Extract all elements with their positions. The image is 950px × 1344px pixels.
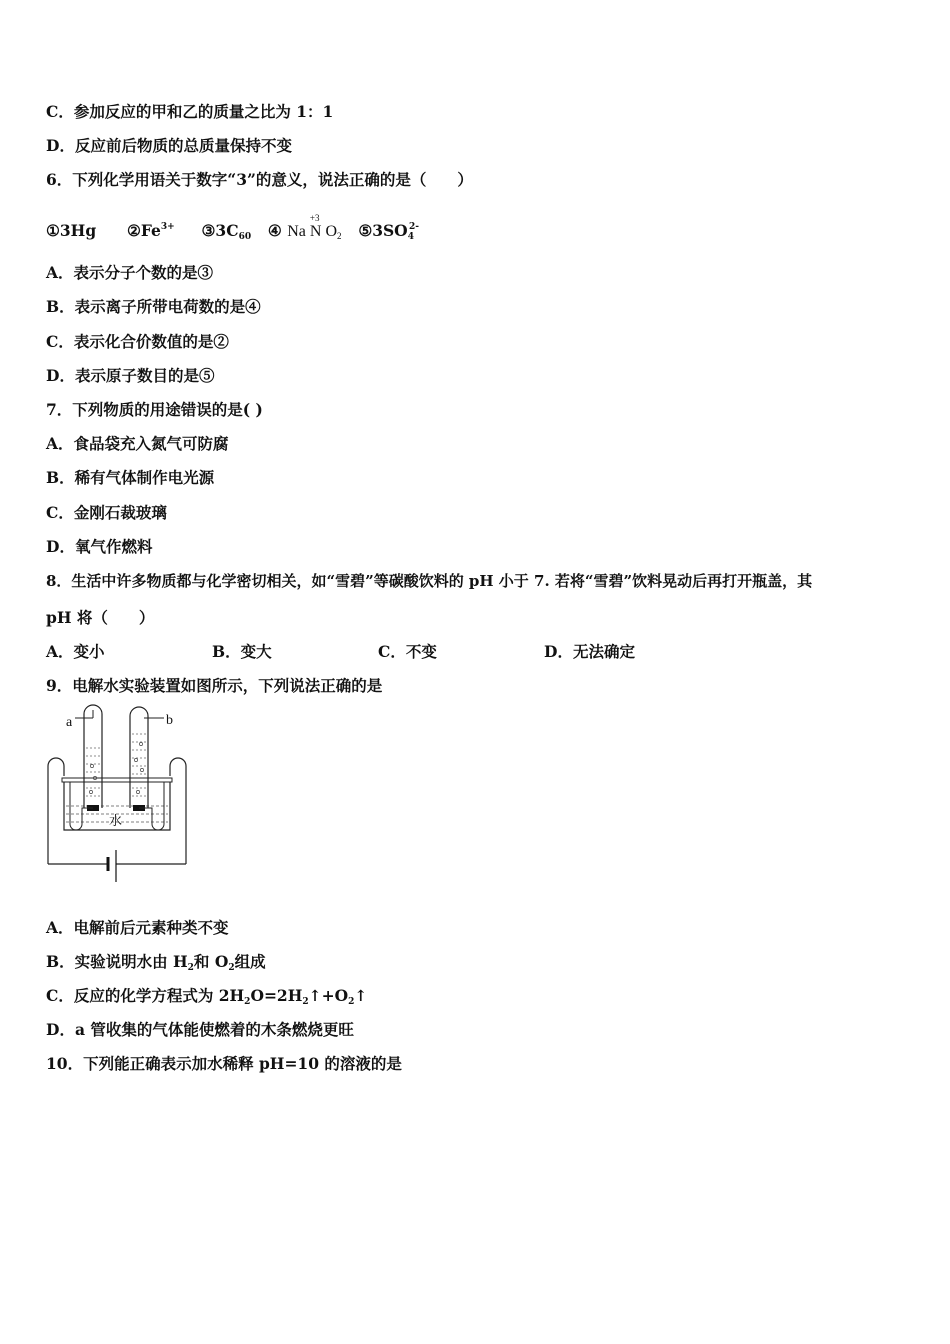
label-b: b (166, 713, 173, 728)
electrolysis-apparatus-figure (40, 704, 200, 890)
q9-option-a: A．电解前后元素种类不变 (46, 918, 229, 937)
label-water: 水 (109, 813, 123, 828)
q7-option-c: C．金刚石裁玻璃 (46, 503, 167, 522)
battery-icon (108, 850, 116, 882)
q7-option-d: D．氧气作燃料 (46, 537, 153, 556)
q6-option-c: C．表示化合价数值的是② (46, 332, 229, 351)
label-a: a (66, 715, 73, 730)
q8-option-b: B．变大 (212, 642, 272, 661)
q7-option-a: A．食品袋充入氮气可防腐 (46, 434, 229, 453)
q6-formulas (46, 213, 419, 247)
q6-option-b: B．表示离子所带电荷数的是④ (46, 297, 261, 316)
q7-stem: 7．下列物质的用途错误的是( ) (46, 400, 263, 419)
q8-option-c: C．不变 (378, 642, 437, 661)
formula-4: ④ Na +3 N $O_2$ (267, 213, 342, 241)
q9-option-d: D．a 管收集的气体能使燃着的木条燃烧更旺 (46, 1020, 354, 1039)
q8-stem-line1: 8．生活中许多物质都与化学密切相关，如“雪碧”等碳酸饮料的 pH 小于 7. 若将“雪碧”饮料晃动后再打开瓶盖，其 (46, 572, 813, 590)
formula-3: $③3C_{60}$ (201, 221, 252, 242)
q7-option-b: B．稀有气体制作电光源 (46, 468, 215, 487)
formula-2: $②Fe^{3+}$ (126, 221, 175, 240)
q5-option-c: C．参加反应的甲和乙的质量之比为 1：1 (46, 102, 334, 121)
q8-option-d: D．无法确定 (544, 642, 635, 661)
q8-options (46, 642, 710, 662)
q8-option-a: A．变小 (46, 642, 105, 661)
formula-5: $⑤3SO_4^{2-}$ (358, 221, 419, 242)
tube-a (75, 705, 102, 811)
q8-stem-line2: pH 将（ ） (46, 608, 155, 627)
q6-stem: 6．下列化学用语关于数字“3”的意义，说法正确的是（ ） (46, 170, 473, 189)
q6-option-a: A．表示分子个数的是③ (46, 263, 214, 282)
q9-option-b: B．实验说明水由 $H_2$和 $O_2$组成 (46, 952, 266, 973)
right-wire (170, 758, 186, 864)
left-wire (48, 758, 64, 864)
q5-option-d: D．反应前后物质的总质量保持不变 (46, 136, 292, 155)
q9-stem: 9．电解水实验装置如图所示，下列说法正确的是 (46, 676, 383, 695)
q6-option-d: D．表示原子数目的是⑤ (46, 366, 215, 385)
formula-1: ①3Hg (46, 221, 97, 240)
tube-b (130, 707, 164, 811)
q10-stem: 10．下列能正确表示加水稀释 pH=10 的溶液的是 (46, 1054, 402, 1073)
q9-option-c: C．反应的化学方程式为 $2H_2O=2H_2↑+O_2↑$ (46, 986, 368, 1007)
